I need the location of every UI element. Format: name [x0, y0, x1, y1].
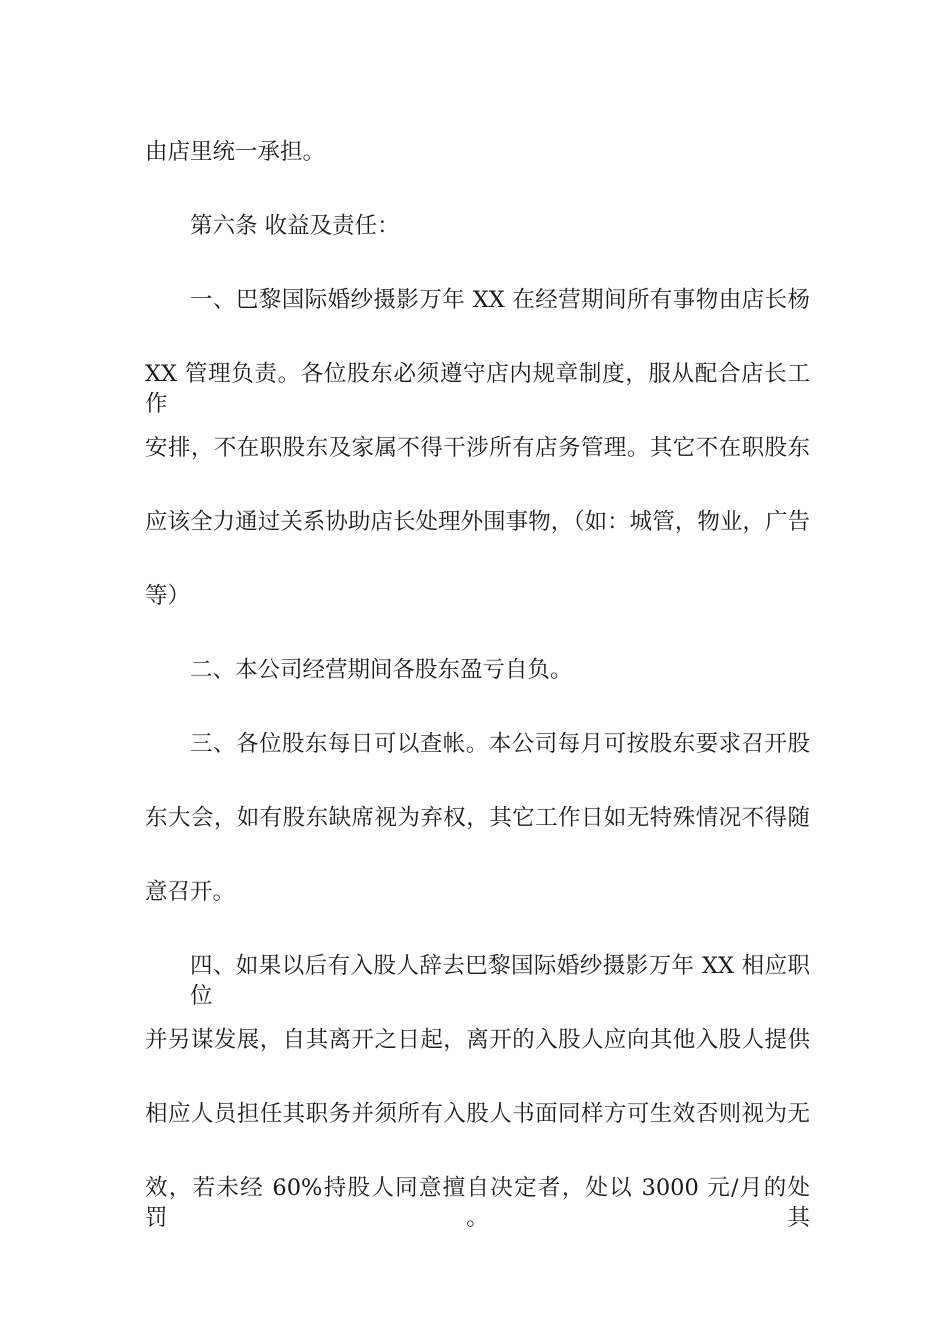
text-line: 意召开。 [145, 879, 236, 905]
text-line: 相应人员担任其职务并须所有入股人书面同样方可生效否则视为无 [145, 1101, 810, 1127]
text-line: 由店里统一承担。 [145, 139, 326, 165]
text-line: 四、如果以后有入股人辞去巴黎国际婚纱摄影万年 XX 相应职位 [190, 953, 810, 1009]
text-line: 效，若未经 60%持股人同意擅自决定者，处以 3000 元/月的处罚。其 [145, 1175, 810, 1231]
text-line: 二、本公司经营期间各股东盈亏自负。 [190, 657, 573, 683]
article-heading: 第六条 收益及责任： [190, 213, 400, 239]
text-line: 安排，不在职股东及家属不得干涉所有店务管理。其它不在职股东 [145, 435, 810, 461]
text-line: 并另谋发展，自其离开之日起，离开的入股人应向其他入股人提供 [145, 1027, 810, 1053]
text-line: 应该全力通过关系协助店长处理外围事物，（如：城管，物业，广告 [145, 509, 810, 535]
text-line: XX 管理负责。各位股东必须遵守店内规章制度，服从配合店长工作 [145, 361, 810, 417]
text-line: 东大会，如有股东缺席视为弃权，其它工作日如无特殊情况不得随 [145, 805, 810, 831]
text-line: 一、巴黎国际婚纱摄影万年 XX 在经营期间所有事物由店长杨 [190, 287, 810, 313]
text-line: 等） [145, 583, 191, 609]
text-line: 三、各位股东每日可以查帐。本公司每月可按股东要求召开股 [190, 731, 810, 757]
